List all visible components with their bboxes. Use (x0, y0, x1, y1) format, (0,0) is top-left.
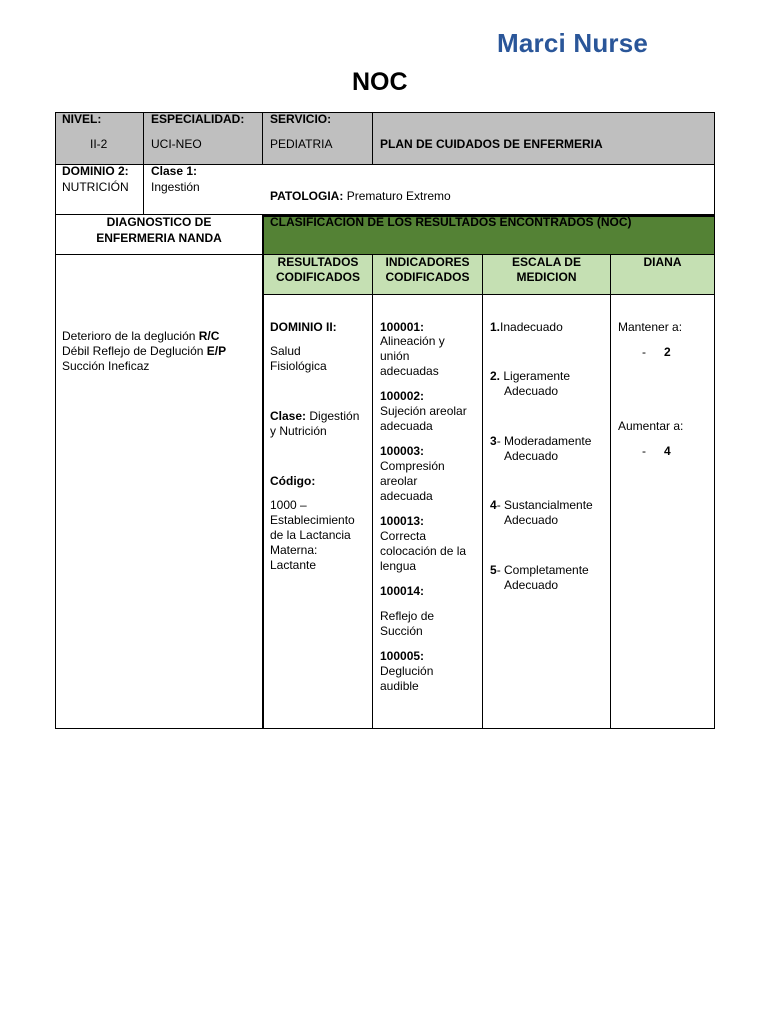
escala-text-2: Ligeramente (500, 369, 571, 383)
indicador-text-4b: colocación de la (380, 544, 467, 558)
diagnostico-heading-2: ENFERMERIA NANDA (96, 231, 222, 245)
indicador-text-4c: lengua (380, 559, 417, 573)
col-diana: DIANA (643, 255, 682, 269)
resultados-clase (270, 409, 359, 424)
indicador-text-3a: Compresión (380, 459, 445, 473)
diagnosis-ep: E/P (206, 344, 227, 358)
servicio-value: PEDIATRIA (270, 137, 333, 151)
servicio-label: SERVICIO: (270, 112, 332, 126)
especialidad-label: ESPECIALIDAD: (151, 112, 245, 126)
indicador-text-3b: areolar (380, 474, 418, 488)
indicador-text-5b: Succión (380, 624, 423, 638)
indicador-text-1a: Alineación y (380, 334, 445, 348)
indicador-text-4a: Correcta (380, 529, 427, 543)
indicador-code-5: 100014: (380, 584, 425, 598)
diagnosis-rc: R/C (198, 329, 220, 343)
escala-item-2 (490, 369, 570, 384)
diana-mantener-value: 2 (664, 345, 671, 359)
escala-item-3 (490, 434, 591, 449)
resultados-clase-label: Clase: (270, 409, 307, 423)
escala-num-2: 2. (490, 369, 501, 383)
escala-text-5b: Adecuado (504, 578, 559, 592)
col-resultados-2: CODIFICADOS (276, 270, 360, 284)
col-indicadores-1: INDICADORES (385, 255, 470, 269)
escala-num-4: 4 (490, 498, 497, 512)
resultados-codigo-label: Código: (270, 474, 316, 488)
indicador-text-3c: adecuada (380, 489, 433, 503)
clase-value: Ingestión (151, 180, 200, 194)
patologia-label: PATOLOGIA: (270, 189, 344, 203)
escala-text-2b: Adecuado (504, 384, 559, 398)
escala-item-1 (490, 320, 563, 335)
clasificacion-heading: CLASIFICACION DE LOS RESULTADOS ENCONTRADOS (NOC) (270, 215, 632, 229)
diana-aumentar-value: 4 (664, 444, 671, 458)
resultados-codigo-value-2: de la Lactancia (270, 528, 351, 542)
resultados-dominio-label: DOMINIO II: (270, 320, 337, 334)
diana-aumentar-dash: - (642, 444, 646, 458)
escala-num-3: 3 (490, 434, 497, 448)
dominio-label: DOMINIO 2: (62, 164, 129, 178)
indicador-code-1: 100001: (380, 320, 425, 334)
escala-text-5: - Completamente (496, 563, 589, 577)
resultados-codigo-value-0: 1000 – (270, 498, 307, 512)
indicador-text-2b: adecuada (380, 419, 433, 433)
escala-text-4b: Adecuado (504, 513, 559, 527)
escala-item-5 (490, 563, 589, 578)
indicador-text-2a: Sujeción areolar (380, 404, 467, 418)
col-escala-2: MEDICION (516, 270, 577, 284)
clase-label: Clase 1: (151, 164, 198, 178)
escala-num-5: 5 (490, 563, 497, 577)
diagnosis-text-2: Débil Reflejo de Deglución (62, 344, 207, 358)
col-resultados-1: RESULTADOS (277, 255, 359, 269)
patologia-value: Prematuro Extremo (346, 189, 451, 203)
diana-aumentar-label: Aumentar a: (618, 419, 684, 433)
escala-text-3: - Moderadamente (496, 434, 592, 448)
escala-item-4 (490, 498, 593, 513)
indicador-code-4: 100013: (380, 514, 425, 528)
escala-text-3b: Adecuado (504, 449, 559, 463)
resultados-codigo-value-1: Establecimiento (270, 513, 355, 527)
escala-text-4: - Sustancialmente (496, 498, 593, 512)
brand-name: Marci Nurse (497, 28, 649, 58)
col-escala-1: ESCALA DE (512, 255, 581, 269)
diana-mantener-dash: - (642, 345, 646, 359)
especialidad-value: UCI-NEO (151, 137, 202, 151)
dominio-value: NUTRICIÓN (62, 180, 129, 194)
document-title: NOC (352, 68, 408, 96)
resultados-clase-value-1: Digestión (306, 409, 360, 423)
patologia (270, 189, 451, 204)
indicador-code-2: 100002: (380, 389, 425, 403)
nivel-value: II-2 (90, 137, 108, 151)
indicador-code-3: 100003: (380, 444, 425, 458)
indicador-text-6b: audible (380, 679, 419, 693)
diagnosis-line-1 (62, 329, 219, 344)
indicador-text-1c: adecuadas (380, 364, 439, 378)
resultados-clase-value-2: y Nutrición (270, 424, 327, 438)
indicador-text-6a: Deglución (380, 664, 434, 678)
resultados-dominio-value-2: Fisiológica (270, 359, 327, 373)
nivel-label: NIVEL: (62, 112, 102, 126)
resultados-dominio-value-1: Salud (270, 344, 301, 358)
diagnosis-line-2 (62, 344, 226, 359)
plan-title: PLAN DE CUIDADOS DE ENFERMERIA (380, 137, 603, 151)
col-indicadores-2: CODIFICADOS (385, 270, 470, 284)
indicador-text-1b: unión (380, 349, 410, 363)
diagnostico-heading-1: DIAGNOSTICO DE (106, 215, 212, 229)
indicador-code-6: 100005: (380, 649, 425, 663)
escala-text-1: Inadecuado (500, 320, 563, 334)
diagnosis-line-3: Succión Ineficaz (62, 359, 150, 373)
indicador-text-5a: Reflejo de (380, 609, 435, 623)
escala-num-1: 1. (490, 320, 501, 334)
resultados-codigo-value-4: Lactante (270, 558, 317, 572)
diana-mantener-label: Mantener a: (618, 320, 683, 334)
resultados-codigo-value-3: Materna: (270, 543, 318, 557)
diagnosis-text-1: Deterioro de la deglución (62, 329, 199, 343)
